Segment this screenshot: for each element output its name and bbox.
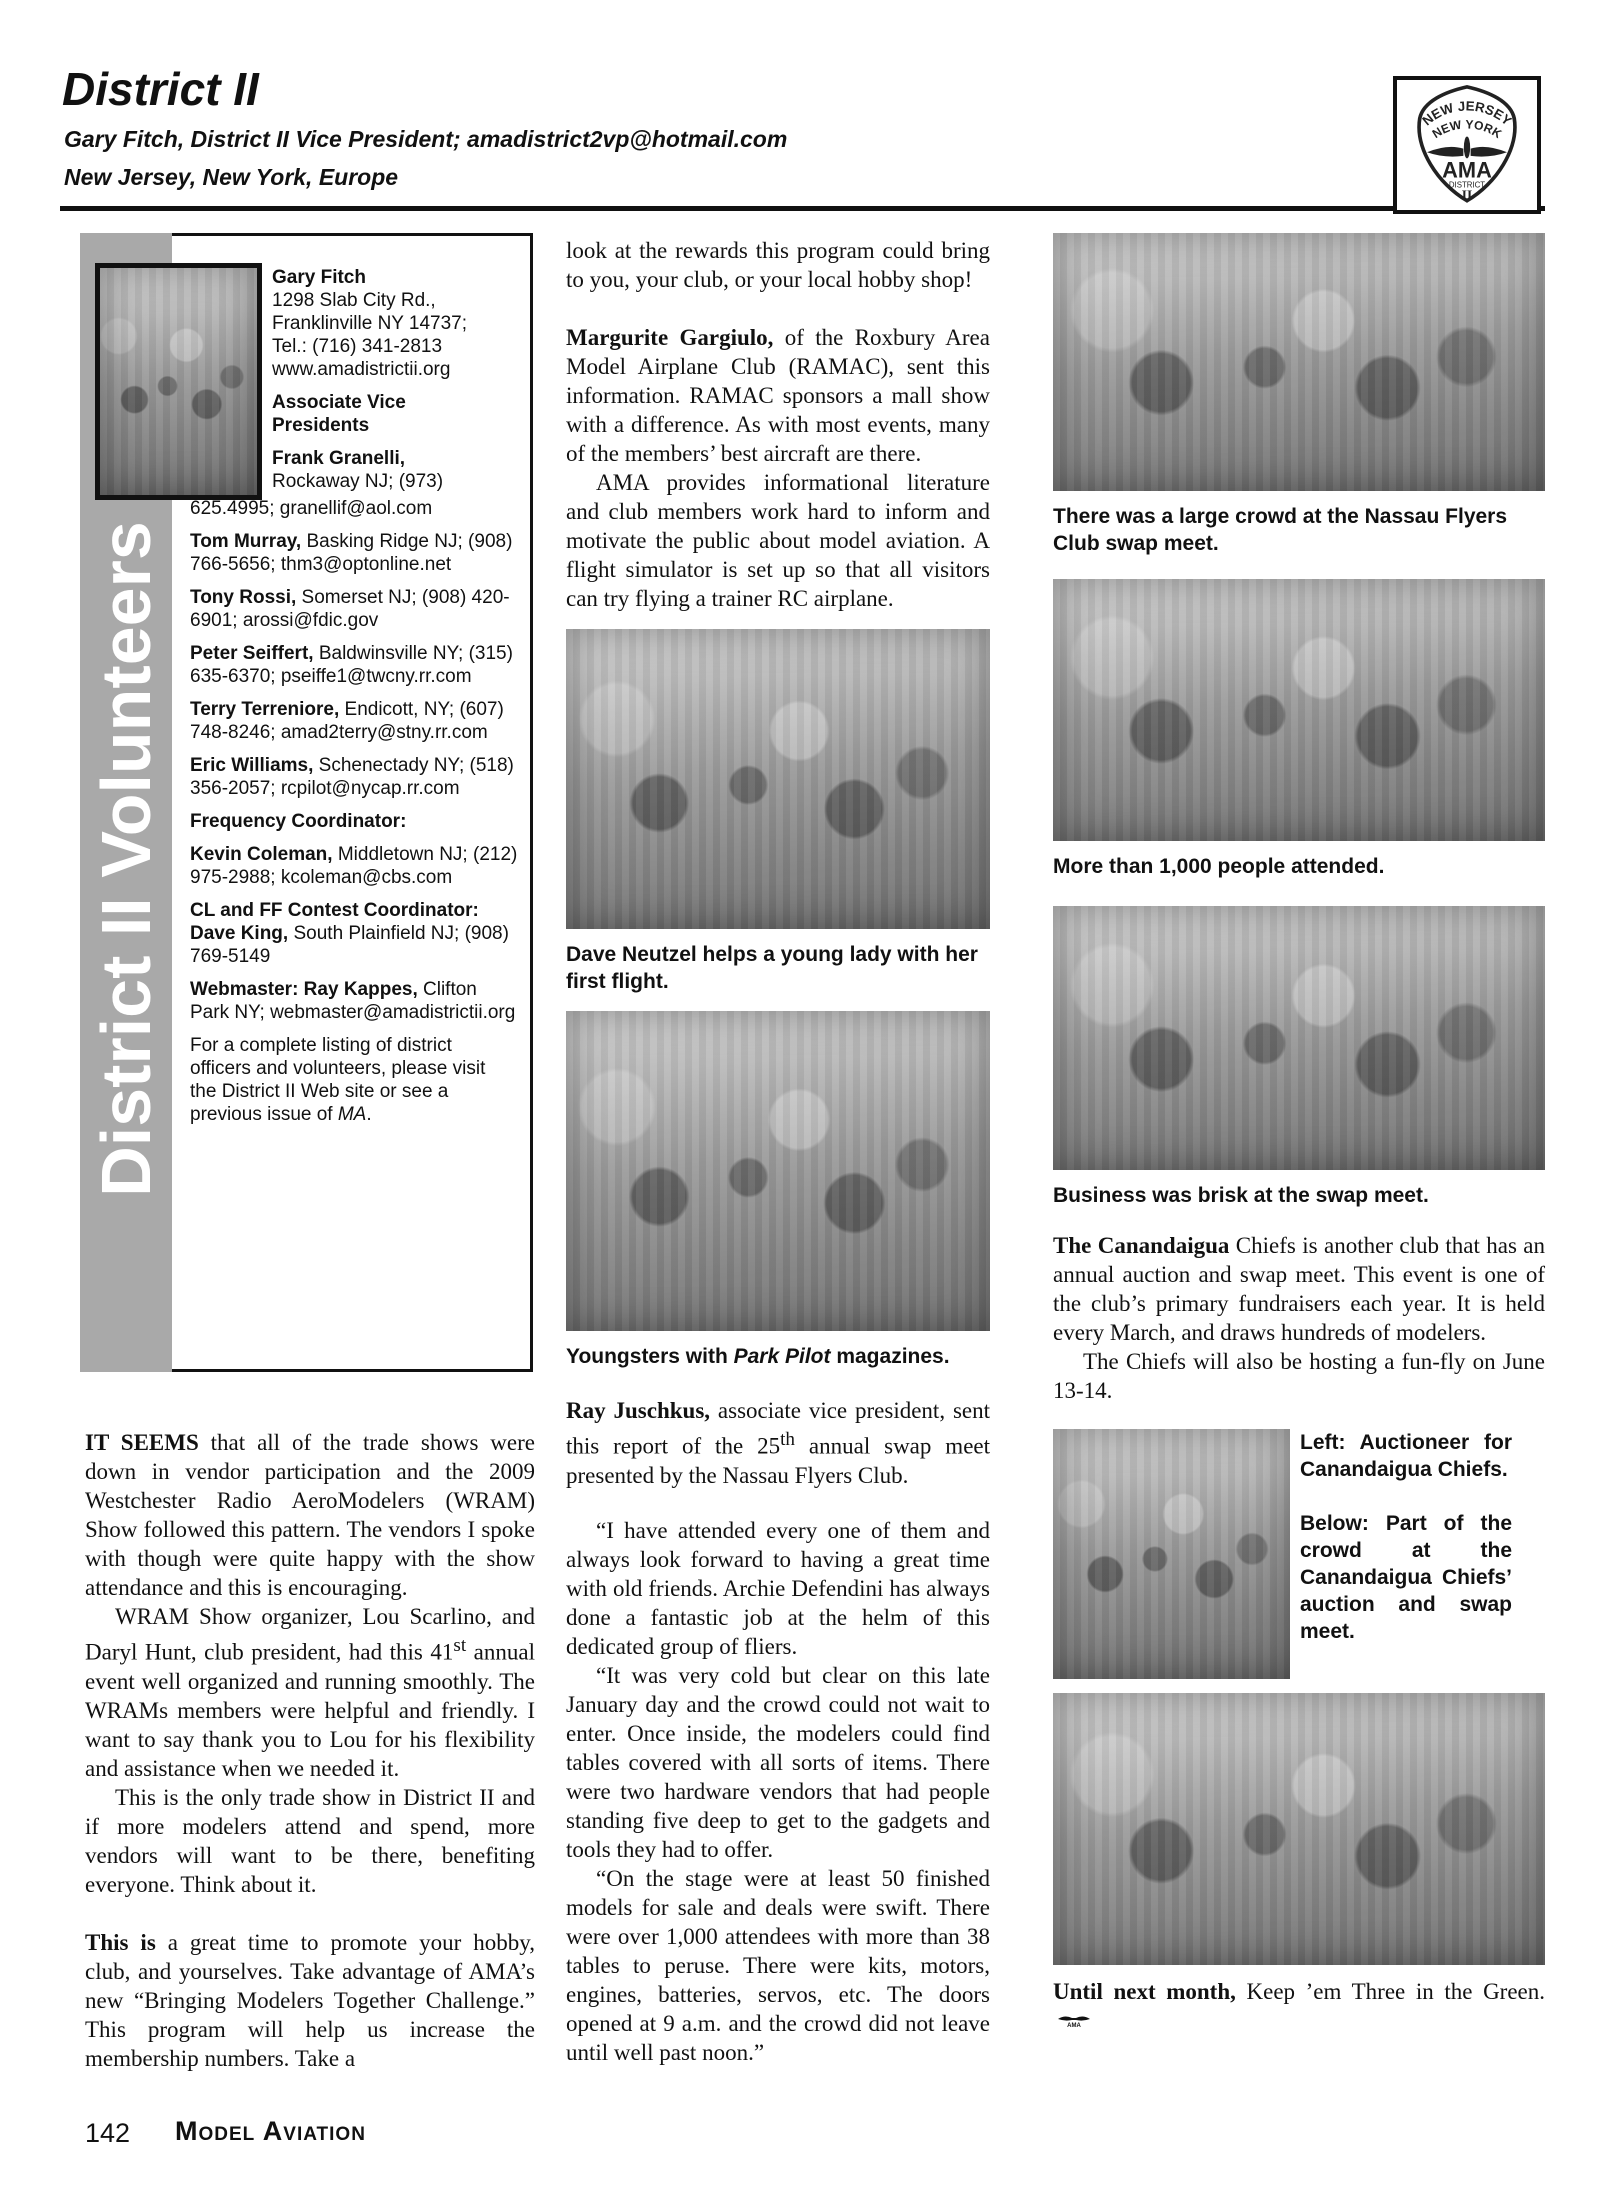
ama-district-badge-icon — [1399, 82, 1535, 208]
canandaigua-text — [1053, 1231, 1545, 1405]
svg-text:DISTRICT: DISTRICT — [1448, 180, 1486, 190]
thousand-attendees-photo — [1053, 579, 1545, 841]
nassau-crowd-caption: There was a large crowd at the Nassau Flyers Club swap meet. — [1053, 505, 1508, 555]
auctioneer-row — [1053, 1429, 1545, 1679]
wram-organizer-paragraph: WRAM Show organizer, Lou Scarlino, and Daryl Hunt, club president, had this 41st annual event well organized and running smoothly. The WRAMs members were helpful and friendly. I want to say thank you to Lou for his flexibility and assistance when we needed it. — [85, 1604, 535, 1781]
left-wing-icon — [1427, 147, 1463, 157]
gary-fitch-portrait-photo — [95, 263, 262, 500]
avp-entry-granelli-cont: 625.4995; granellif@aol.com — [190, 498, 433, 519]
brisk-business-caption: Business was brisk at the swap meet. — [1053, 1184, 1429, 1207]
nassau-large-crowd-photo — [1053, 233, 1545, 491]
left-article-column — [85, 1428, 535, 2073]
vp-website: www.amadistrictii.org — [272, 359, 451, 380]
rewards-paragraph: look at the rewards this program could bring to you, your club, or your local hobby shop! — [566, 238, 990, 292]
closing-paragraph: Until next month, Keep ’em Three in the Green. AMA — [1053, 1979, 1546, 2028]
dave-neutzel-flight-photo — [566, 629, 990, 929]
auctioneer-caption-left: Left: Auctioneer for Canandaigua Chiefs. — [1300, 1431, 1512, 1481]
chiefs-auction-crowd-photo — [1053, 1693, 1545, 1965]
vp-address-line1: 1298 Slab City Rd., — [272, 290, 436, 311]
avp-entry-murray: Tom Murray, Basking Ridge NJ; (908) 766-5656; thm3@optonline.net — [190, 531, 513, 575]
cl-ff-coordinator-entry: CL and FF Contest Coordinator: Dave King, South Plainfield NJ; (908) 769-5149 — [190, 900, 509, 967]
thousand-attendees-caption: More than 1,000 people attended. — [1053, 855, 1385, 878]
webmaster-entry: Webmaster: Ray Kappes, Clifton Park NY; webmaster@amadistrictii.org — [190, 979, 516, 1023]
page-number: 142 — [85, 2118, 131, 2148]
quote-cold-paragraph: “It was very cold but clear on this late January day and the crowd could not wait to enter. Once inside, the modelers could find tables covered with all sorts of items. There were two hardware vendors that had people standing five deep to get to the gadgets and tools they had to offer. — [566, 1662, 990, 1862]
volunteers-vertical-label: District II Volunteers — [87, 521, 165, 1198]
dave-neutzel-caption: Dave Neutzel helps a young lady with her first flight. — [566, 943, 978, 993]
editor-byline: Gary Fitch, District II Vice President; amadistrict2vp@hotmail.com — [64, 126, 788, 152]
canandaigua-paragraph: The Canandaigua Chiefs is another club that has an annual auction and swap meet. This event is one of the club’s primary fundraisers each year. It is held every March, and draws hundreds of modelers. — [1053, 1233, 1545, 1345]
avp-entry-williams: Eric Williams, Schenectady NY; (518) 356-2057; rcpilot@nycap.rr.com — [190, 755, 514, 799]
promote-hobby-paragraph: This is a great time to promote your hobby, club, and yourselves. Take advantage of AMA’s new “Bringing Modelers Together Challenge.” This program will help us increase the membership numbers. Take a — [85, 1929, 535, 2071]
svg-text:NEW JERSEY: NEW JERSEY — [1419, 98, 1515, 129]
brisk-business-photo — [1053, 906, 1545, 1170]
vp-address-line2: Franklinville NY 14737; — [272, 313, 468, 334]
fun-fly-paragraph: The Chiefs will also be hosting a fun-fly on June 13-14. — [1053, 1349, 1545, 1403]
ama-literature-paragraph: AMA provides informational literature and club members work hard to inform and motivate the public about model aviation. A flight simulator is set up so that all visitors can try flying a trainer RC airplane. — [566, 470, 990, 611]
it-seems-paragraph: IT SEEMS that all of the trade shows were down in vendor participation and the 2009 Westchester Radio AeroModelers (WRAM) Show followed this pattern. The vendors I spoke with though were quite happy with the show attendance and this is encouraging. — [85, 1430, 535, 1600]
auctioneer-photo — [1053, 1429, 1290, 1679]
spinner-icon — [1464, 137, 1470, 159]
vp-phone: Tel.: (716) 341-2813 — [272, 336, 443, 357]
right-wing-icon — [1471, 147, 1507, 157]
youngsters-caption: Youngsters with Park Pilot magazines. — [566, 1345, 950, 1368]
right-photo-column — [1053, 233, 1545, 2035]
frequency-coordinator-heading: Frequency Coordinator: — [190, 811, 407, 832]
magazine-name: Model Aviation — [175, 2116, 366, 2146]
gargiulo-paragraph: Margurite Gargiulo, of the Roxbury Area Model Airplane Club (RAMAC), sent this information. RAMAC sponsors a mall show with a difference. As with most events, many of the members’ best aircraft are there. — [566, 325, 990, 466]
middle-article-column — [566, 236, 990, 2067]
auctioneer-caption — [1300, 1429, 1512, 1679]
vp-name: Gary Fitch — [272, 267, 366, 288]
vp-contact-block — [272, 266, 528, 493]
avp-entry-granelli: Frank Granelli, Rockaway NJ; (973) — [272, 448, 444, 492]
svg-text:AMA: AMA — [1067, 2023, 1081, 2028]
juschkus-paragraph: Ray Juschkus, associate vice president, sent this report of the 25th annual swap meet presented by the Nassau Flyers Club. — [566, 1398, 991, 1488]
avp-entry-terreniore: Terry Terreniore, Endicott, NY; (607) 748-8246; amad2terry@stny.rr.com — [190, 699, 504, 743]
frequency-coordinator-entry: Kevin Coleman, Middletown NJ; (212) 975-2988; kcoleman@cbs.com — [190, 844, 518, 888]
quote-stage-paragraph: “On the stage were at least 50 finished models for sale and deals were swift. There were over 1,000 attendees with more than 38 tables to peruse. There were kits, motors, engines, batteries, servos, etc. The doors opened at 9 a.m. and the crowd did not leave until well past noon.” — [566, 1865, 990, 2065]
page-title: District II — [62, 63, 259, 115]
avp-heading: Associate Vice Presidents — [272, 392, 406, 436]
auctioneer-caption-below: Below: Part of the crowd at the Canandaigua Chiefs’ auction and swap meet. — [1300, 1512, 1512, 1643]
svg-text:AMA: AMA — [1442, 157, 1492, 183]
avp-entry-seiffert: Peter Seiffert, Baldwinsville NY; (315) 635-6370; pseiffe1@twcny.rr.com — [190, 643, 513, 687]
ama-district-logo — [1393, 76, 1541, 214]
svg-text:NEW YORK: NEW YORK — [1429, 117, 1505, 142]
header-rule — [60, 206, 1545, 211]
avp-entry-rossi: Tony Rossi, Somerset NJ; (908) 420-6901; arossi@fdic.gov — [190, 587, 510, 631]
region-subtitle: New Jersey, New York, Europe — [64, 164, 399, 190]
svg-text:II: II — [1461, 187, 1473, 203]
complete-listing-note: For a complete listing of district officers and volunteers, please visit the District II Web site or see a previous issue of MA. — [190, 1035, 486, 1125]
only-trade-show-paragraph: This is the only trade show in District II and if more modelers attend and spend, more vendors will want to be there, benefiting everyone. Think about it. — [85, 1784, 535, 1897]
volunteers-list — [190, 497, 520, 1126]
ma-end-glyph-icon — [1057, 2013, 1091, 2028]
youngsters-park-pilot-photo — [566, 1011, 990, 1331]
quote-attended-paragraph: “I have attended every one of them and always look forward to having a great time with old friends. Archie Defendini has always done a fantastic job at the helm of this dedicated group of fliers. — [566, 1517, 990, 1659]
